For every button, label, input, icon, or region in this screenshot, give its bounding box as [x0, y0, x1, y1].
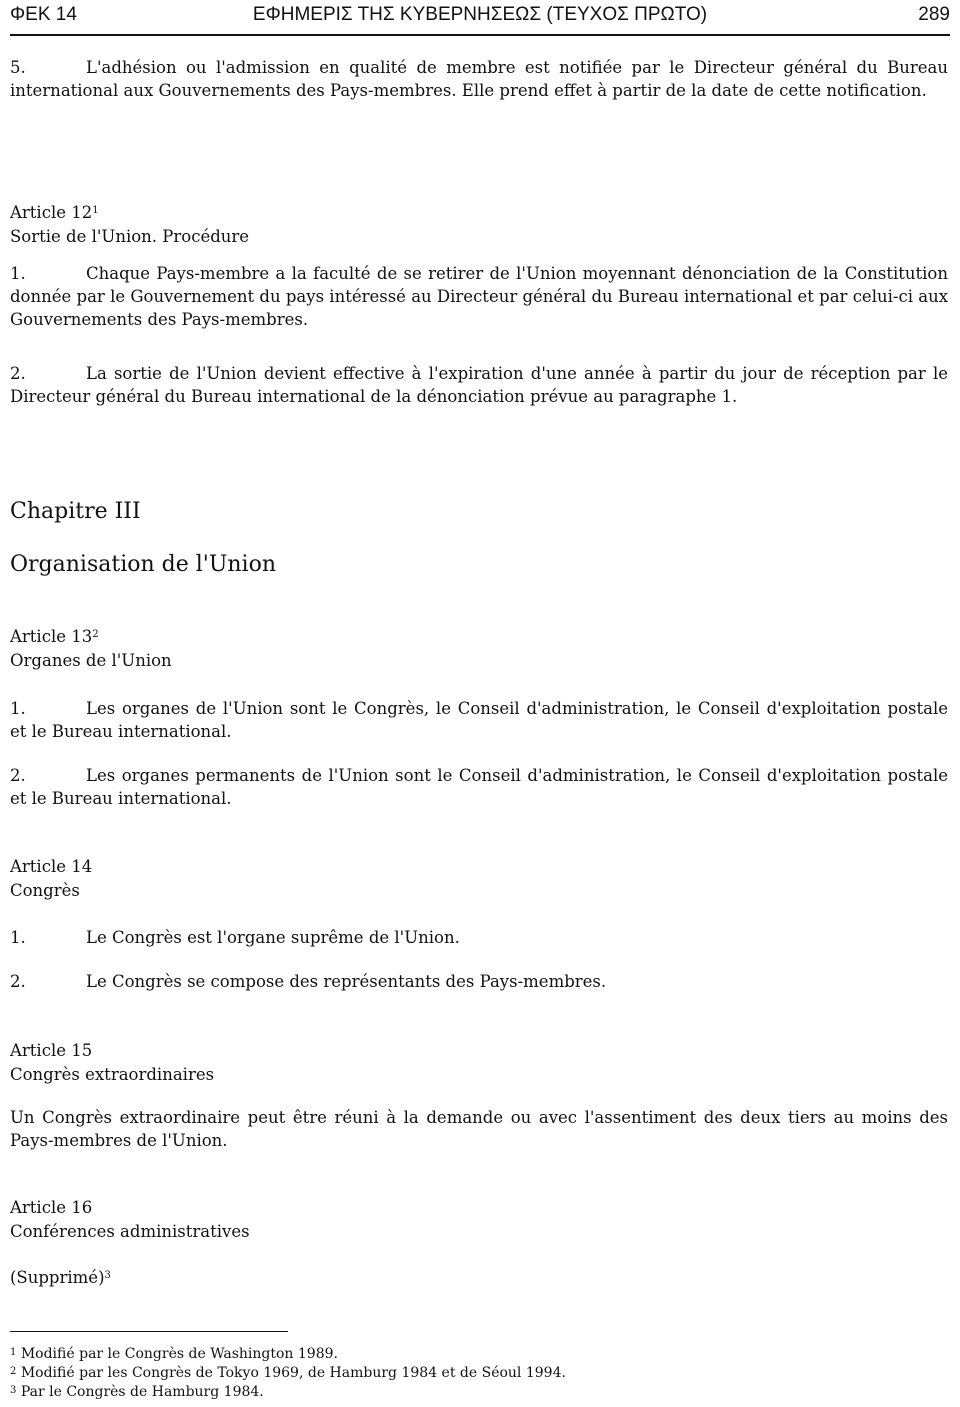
deleted-note: (Supprimé) [10, 1268, 105, 1287]
article-title-text: Article 13 [10, 627, 93, 646]
article-15-title: Article 15 [10, 1041, 93, 1060]
paragraph-text: Les organes permanents de l'Union sont le Conseil d'administration, le Conseil d'exploitation postale et le Bureau international. [10, 766, 948, 808]
footnote-text: Par le Congrès de Hamburg 1984. [20, 1384, 264, 1400]
article-13-paragraph-1 [10, 697, 948, 743]
paragraph-5 [10, 56, 948, 102]
footnote-ref: 1 [92, 205, 99, 216]
article-15-subtitle: Congrès extraordinaires [10, 1065, 215, 1084]
paragraph-number: 1. [10, 699, 26, 718]
header-rule [10, 34, 950, 36]
page-header [10, 2, 950, 28]
footnote-2 [10, 1364, 566, 1383]
footnote-marker: 3 [10, 1385, 17, 1396]
article-title-text: Article 12 [10, 203, 93, 222]
footnote-text: Modifié par les Congrès de Tokyo 1969, de Hamburg 1984 et de Séoul 1994. [20, 1365, 566, 1381]
footnote-ref: 2 [92, 629, 99, 640]
article-16-title: Article 16 [10, 1198, 93, 1217]
footnote-rule [10, 1331, 288, 1332]
article-13-subtitle: Organes de l'Union [10, 651, 172, 670]
paragraph-text: L'adhésion ou l'admission en qualité de membre est notifiée par le Directeur général du Bureau international aux Gouvernements des Pays-membres. Elle prend effet à partir de la date de cette notification. [10, 58, 948, 100]
gazette-title: ΕΦΗΜΕΡΙΣ ΤΗΣ ΚΥΒΕΡΝΗΣΕΩΣ (ΤΕΥΧΟΣ ΠΡΩΤΟ) [252, 4, 708, 25]
paragraph-number: 1. [10, 264, 26, 283]
paragraph-text: Le Congrès se compose des représentants des Pays-membres. [86, 972, 607, 991]
footnote-text: Modifié par le Congrès de Washington 1989. [20, 1346, 338, 1362]
article-12-title [10, 201, 948, 225]
article-12-paragraph-2 [10, 362, 948, 408]
article-13-title [10, 625, 948, 649]
article-16-subtitle: Conférences administratives [10, 1222, 250, 1241]
footnote-1 [10, 1345, 338, 1364]
paragraph-text: Le Congrès est l'organe suprême de l'Union. [86, 928, 460, 947]
gazette-issue: ΦΕΚ 14 [10, 4, 77, 25]
paragraph-number: 5. [10, 58, 26, 77]
article-16-note [10, 1266, 948, 1290]
article-13-paragraph-2 [10, 764, 948, 810]
chapter-title: Chapitre III [10, 499, 141, 524]
article-14-paragraph-2 [10, 970, 948, 993]
paragraph-number: 2. [10, 364, 26, 383]
article-12-subtitle: Sortie de l'Union. Procédure [10, 227, 250, 246]
paragraph-number: 2. [10, 972, 26, 991]
paragraph-number: 1. [10, 928, 26, 947]
paragraph-text: Chaque Pays-membre a la faculté de se retirer de l'Union moyennant dénonciation de la Constitution donnée par le Gouvernement du pays intéressé au Directeur général du Bureau international et par celui-ci aux Gouvernements des Pays-membres. [10, 264, 948, 329]
page-number: 289 [918, 4, 950, 25]
footnote-marker: 2 [10, 1366, 17, 1377]
footnote-3 [10, 1383, 264, 1402]
paragraph-text: La sortie de l'Union devient effective à l'expiration d'une année à partir du jour de réception par le Directeur général du Bureau international de la dénonciation prévue au paragraphe 1. [10, 364, 948, 406]
article-12-paragraph-1 [10, 262, 948, 331]
article-14-subtitle: Congrès [10, 881, 80, 900]
paragraph-text: Les organes de l'Union sont le Congrès, le Conseil d'administration, le Conseil d'exploitation postale et le Bureau international. [10, 699, 948, 741]
article-15-paragraph: Un Congrès extraordinaire peut être réuni à la demande ou avec l'assentiment des deux tiers au moins des Pays-membres de l'Union. [10, 1108, 948, 1150]
footnote-marker: 1 [10, 1347, 17, 1358]
article-14-paragraph-1 [10, 926, 948, 949]
paragraph-number: 2. [10, 766, 26, 785]
footnote-ref: 3 [104, 1270, 111, 1281]
chapter-subtitle: Organisation de l'Union [10, 552, 276, 577]
article-14-title: Article 14 [10, 857, 93, 876]
